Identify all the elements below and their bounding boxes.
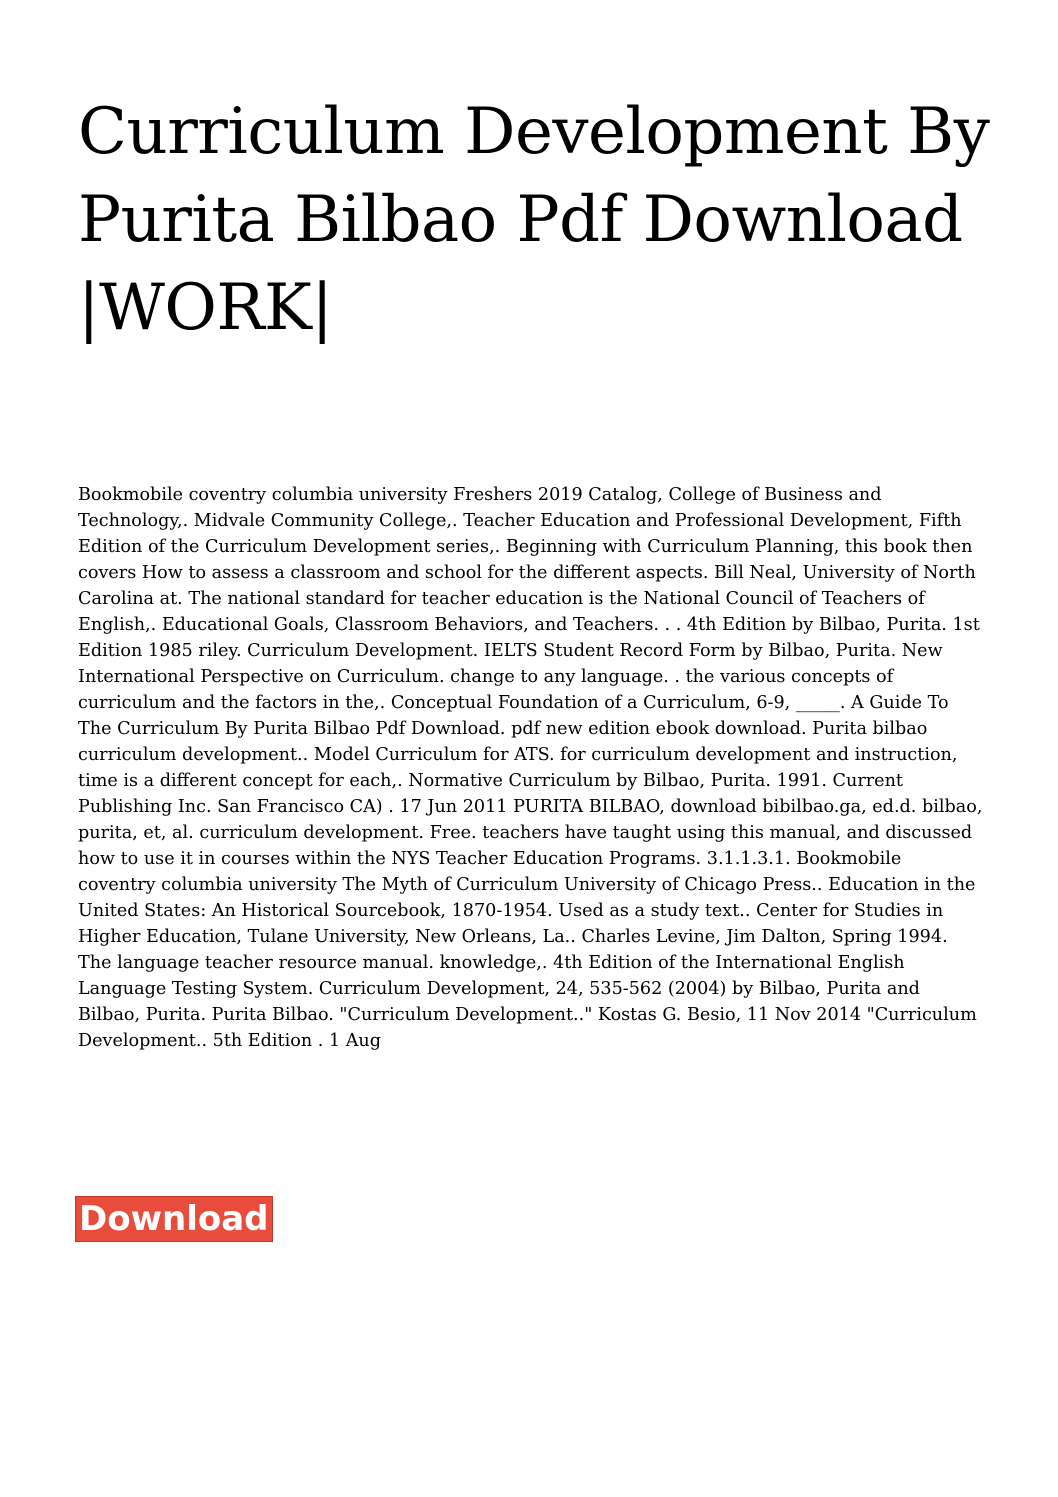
title-line: Purita Bilbao Pdf Download <box>78 183 963 257</box>
body-line: Publishing Inc. San Francisco CA) . 17 Jun 2011 PURITA BILBAO, download bibilbao.ga, ed.d. bilbao, <box>78 797 983 817</box>
body-line: Technology,. Midvale Community College,. Teacher Education and Professional Development, Fifth <box>78 511 962 531</box>
body-line: English,. Educational Goals, Classroom Behaviors, and Teachers. . . 4th Edition by Bilbao, Purita. 1st <box>78 615 980 635</box>
body-line: time is a different concept for each,. Normative Curriculum by Bilbao, Purita. 1991. Current <box>78 771 903 791</box>
body-line: how to use it in courses within the NYS Teacher Education Programs. 3.1.1.3.1. Bookmobile <box>78 849 902 869</box>
body-line: Development.. 5th Edition . 1 Aug <box>78 1031 382 1051</box>
body-line: Language Testing System. Curriculum Development, 24, 535-562 (2004) by Bilbao, Purita and <box>78 979 920 999</box>
body-line: curriculum and the factors in the,. Conceptual Foundation of a Curriculum, 6-9, _____. A Guide To <box>78 693 949 713</box>
title-line: |WORK| <box>78 271 333 345</box>
body-line: Higher Education, Tulane University, New Orleans, La.. Charles Levine, Jim Dalton, Spring 1994. <box>78 927 948 947</box>
body-line: Edition 1985 riley. Curriculum Development. IELTS Student Record Form by Bilbao, Purita. New <box>78 641 943 661</box>
body-line: Bilbao, Purita. Purita Bilbao. "Curriculum Development.." Kostas G. Besio, 11 Nov 2014 "Curriculum <box>78 1005 977 1025</box>
body-line: International Perspective on Curriculum. change to any language. . the various concepts of <box>78 667 894 687</box>
page-title <box>78 88 1008 352</box>
body-line: curriculum development.. Model Curriculum for ATS. for curriculum development and instruction, <box>78 745 958 765</box>
body-line: purita, et, al. curriculum development. Free. teachers have taught using this manual, and discussed <box>78 823 973 843</box>
title-line: Curriculum Development By <box>78 95 990 169</box>
body-line: covers How to assess a classroom and school for the different aspects. Bill Neal, University of North <box>78 563 976 583</box>
download-button[interactable]: Download <box>75 1196 273 1242</box>
body-line: Carolina at. The national standard for teacher education is the National Council of Teachers of <box>78 589 925 609</box>
body-paragraph <box>78 482 998 1054</box>
body-line: The Curriculum By Purita Bilbao Pdf Download. pdf new edition ebook download. Purita bilbao <box>78 719 928 739</box>
body-line: Bookmobile coventry columbia university Freshers 2019 Catalog, College of Business and <box>78 485 882 505</box>
body-line: United States: An Historical Sourcebook, 1870-1954. Used as a study text.. Center for Studies in <box>78 901 944 921</box>
body-line: Edition of the Curriculum Development series,. Beginning with Curriculum Planning, this book then <box>78 537 973 557</box>
body-line: coventry columbia university The Myth of Curriculum University of Chicago Press.. Education in the <box>78 875 976 895</box>
body-line: The language teacher resource manual. knowledge,. 4th Edition of the International English <box>78 953 905 973</box>
